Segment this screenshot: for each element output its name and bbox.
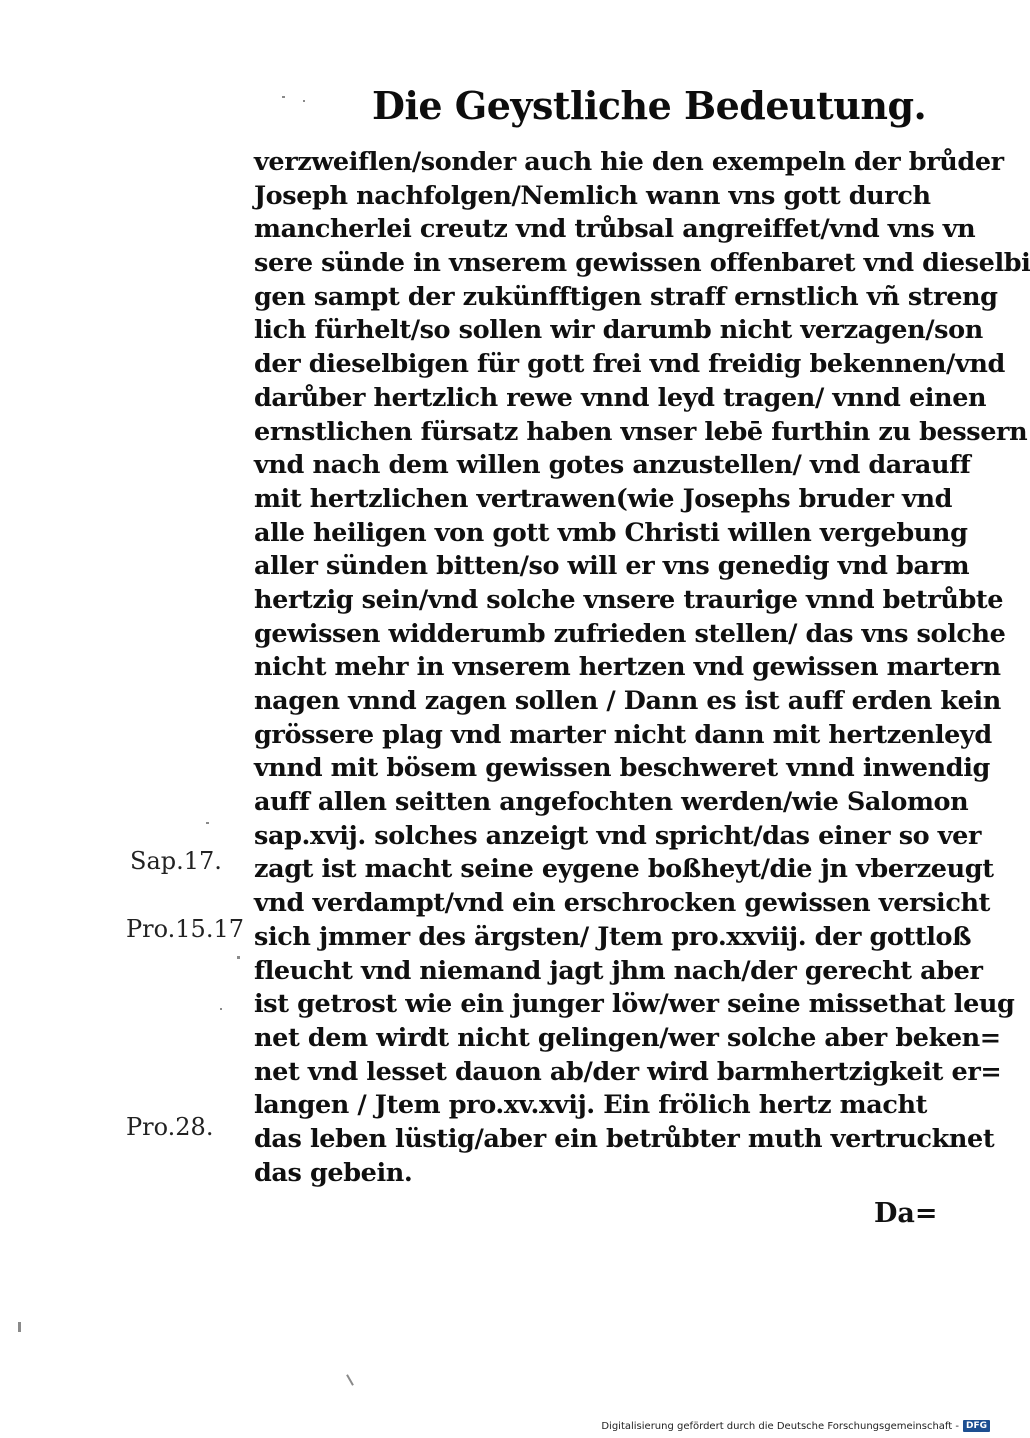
text-line: sere sünde in vnserem gewissen offenbaret vnd dieselbi [254,248,1030,279]
text-line: darůber hertzlich rewe vnnd leyd tragen/ vnnd einen [254,382,987,413]
margin-note-sap: Sap.17. [130,847,222,875]
text-line: ernstlichen fürsatz haben vnser lebē furthin zu bessern [254,416,1028,447]
scan-speck [206,822,209,824]
scan-speck [18,1322,21,1332]
text-line: vnnd mit bösem gewissen beschweret vnnd inwendig [254,753,990,784]
dfg-logo-icon: DFG [963,1420,990,1432]
text-line: verzweiflen/sonder auch hie den exempeln der brůder [254,147,1004,177]
text-line: aller sünden bitten/so will er vns genedig vnd barm [254,551,970,582]
text-line: ist getrost wie ein junger löw/wer seine missethat leug [254,989,1015,1020]
margin-note-pro-15: Pro.15.17 [126,915,244,943]
text-line: fleucht vnd niemand jagt jhm nach/der gerecht aber [254,955,983,986]
text-line: mit hertzlichen vertrawen(wie Josephs bruder vnd [254,483,953,514]
text-line: auff allen seitten angefochten werden/wie Salomon [254,787,969,818]
scan-speck [282,96,285,98]
text-line: net vnd lesset dauon ab/der wird barmhertzigkeit er= [254,1056,1002,1087]
text-line: nagen vnnd zagen sollen / Dann es ist auff erden kein [254,686,1001,716]
text-line: mancherlei creutz vnd trůbsal angreiffet/vnd vns vn [254,214,976,245]
scan-speck [220,1008,222,1010]
text-line: net dem wirdt nicht gelingen/wer solche aber beken= [254,1022,1001,1053]
text-line: hertzig sein/vnd solche vnsere traurige vnnd betrůbte [254,584,1004,615]
text-line: das gebein. [254,1157,413,1188]
credit-text: Digitalisierung gefördert durch die Deutsche Forschungsgemeinschaft - [601,1420,959,1432]
digitization-credit [601,1418,990,1434]
text-line: nicht mehr in vnserem hertzen vnd gewissen martern [254,652,1001,683]
text-line: langen / Jtem pro.xv.xvij. Ein frölich hertz macht [254,1090,928,1121]
text-line: gewissen widderumb zufrieden stellen/ das vns solche [254,618,1006,649]
margin-note-pro-28: Pro.28. [126,1113,214,1141]
scan-speck [237,956,240,959]
text-line: alle heiligen von gott vmb Christi willen vergebung [254,517,968,548]
text-line: der dieselbigen für gott frei vnd freidig bekennen/vnd [254,349,1005,380]
body-text [254,146,1030,1190]
text-line: sich jmmer des ärgsten/ Jtem pro.xxviij. der gottloß [254,921,972,952]
scan-speck [303,100,305,102]
text-line: sap.xvij. solches anzeigt vnd spricht/das einer so ver [254,820,982,851]
running-head: Die Geystliche Bedeutung. [372,83,927,128]
text-line: grössere plag vnd marter nicht dann mit hertzenleyd [254,719,992,750]
text-line: das leben lüstig/aber ein betrůbter muth vertrucknet [254,1123,995,1154]
scan-speck [346,1374,354,1385]
text-line: lich fürhelt/so sollen wir darumb nicht verzagen/son [254,315,983,346]
text-line: gen sampt der zukünfftigen straff ernstlich vñ streng [254,281,998,312]
catchword: Da= [874,1198,938,1229]
text-line: zagt ist macht seine eygene boßheyt/die jn vberzeugt [254,854,994,885]
text-line: vnd verdampt/vnd ein erschrocken gewissen versicht [254,888,990,919]
text-line: Joseph nachfolgen/Nemlich wann vns gott durch [254,180,931,211]
text-line: vnd nach dem willen gotes anzustellen/ vnd darauff [254,450,971,481]
